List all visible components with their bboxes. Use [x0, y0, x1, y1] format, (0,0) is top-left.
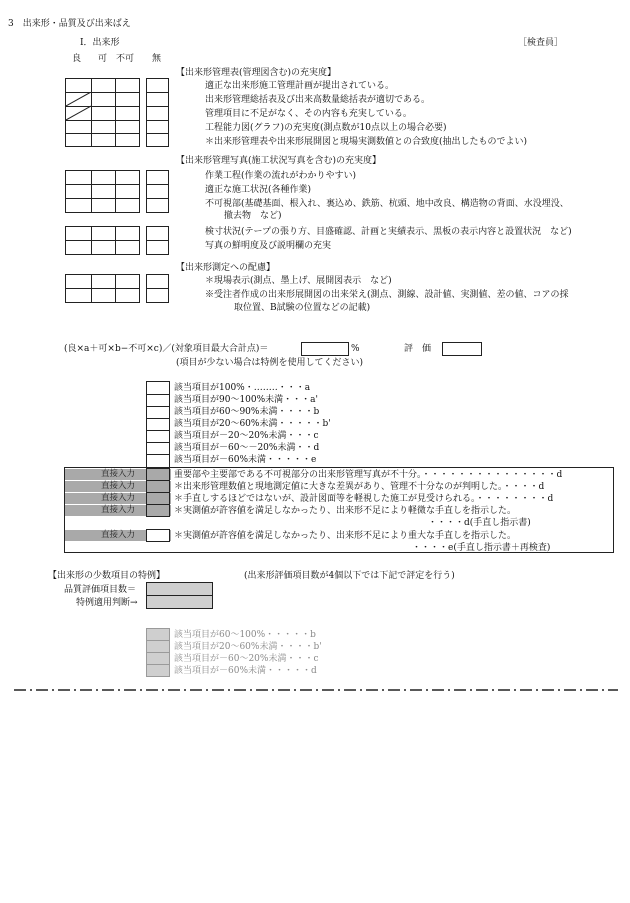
- section-separator-line: [14, 689, 618, 691]
- section-2-item-5: 写真の鮮明度及び説明欄の充実: [205, 241, 332, 251]
- section-2-item-3: 不可視部(基礎基面、根入れ、裏込め、鉄筋、杭頭、地中改良、構造物の背面、水没埋没、: [205, 199, 569, 209]
- rating-grid-2a[interactable]: [65, 170, 140, 213]
- direct-item-3: ＊手直しするほどではないが、設計図面等を軽視した施工が見受けられる。・・・・・・・・d: [174, 494, 554, 504]
- special-grade-d: 該当項目が－60%未満・・・・・d: [174, 666, 317, 676]
- none-column-2b[interactable]: [146, 226, 169, 255]
- grade-b: 該当項目が60～90%未満・・・・b: [174, 407, 320, 417]
- special-judgement-label: 特例適用判断→: [76, 598, 138, 608]
- special-grade-checkbox-column[interactable]: [146, 628, 170, 677]
- special-judgement-field[interactable]: [146, 595, 213, 609]
- section-2-item-2: 適正な施工状況(各種作業): [205, 185, 312, 195]
- section-1-item-5: ＊出来形管理表や出来形展開図と現場実測数値との合致度(抽出したものでよい): [205, 137, 528, 147]
- direct-checkbox-column[interactable]: [146, 468, 170, 517]
- score-formula: (良×a＋可×b−不可×c)／(対象項目最大合計点)＝: [64, 344, 269, 354]
- column-label-none: 無: [152, 54, 162, 64]
- direct-item-4: ＊実測値が許容値を満足しなかったり、出来形不足により軽微な手直しを指示した。: [174, 506, 517, 516]
- direct-item-4-result: ・・・・d(手直し指示書): [428, 518, 531, 528]
- special-grade-c: 該当項目が－60～20%未満・・・c: [174, 654, 319, 664]
- grade-c: 該当項目が－20～20%未満・・・c: [174, 431, 319, 441]
- disabled-cell-slash-icon: [66, 92, 91, 120]
- formula-note: (項目が少ない場合は特例を使用してください): [176, 358, 364, 368]
- direct-input-label-5: 直接入力: [65, 530, 171, 541]
- evaluation-field[interactable]: [442, 342, 482, 356]
- inspector-label: ［検査員］: [518, 38, 564, 48]
- evaluation-label: 評 価: [404, 344, 432, 354]
- direct-item-5: ＊実測値が許容値を満足しなかったり、出来形不足により重大な手直しを指示した。: [174, 531, 517, 541]
- none-column-2a[interactable]: [146, 170, 169, 213]
- grade-checkbox-column[interactable]: [146, 381, 170, 468]
- section-3-item-2-cont: 取位置、B試験の位置などの記載): [234, 303, 371, 313]
- direct-checkbox-5[interactable]: [146, 529, 170, 542]
- section-1-item-1: 適正な出来形施工管理計画が提出されている。: [205, 81, 395, 91]
- section-2-item-3-cont: 撤去物 など): [224, 211, 282, 221]
- section-3-title: 【出来形測定への配慮】: [176, 263, 276, 273]
- section-1-title: 【出来形管理表(管理図含む)の充実度】: [176, 68, 337, 78]
- none-column-3[interactable]: [146, 274, 169, 303]
- direct-input-label-2: 直接入力: [65, 481, 171, 492]
- grade-d: 該当項目が－60～－20%未満・・d: [174, 443, 320, 453]
- grade-a: 該当項目が100%・……‥・・・a: [174, 383, 311, 393]
- section-2-item-1: 作業工程(作業の流れがわかりやすい): [205, 171, 357, 181]
- section-1-item-2: 出来形管理総括表及び出来高数量総括表が適切である。: [205, 95, 431, 105]
- item-count-label: 品質評価項目数＝: [64, 585, 137, 595]
- grade-b-prime: 該当項目が20～60%未満・・・・・b': [174, 419, 331, 429]
- rating-grid-2b[interactable]: [65, 226, 140, 255]
- section-1-item-3: 管理項目に不足がなく、その内容も充実している。: [205, 109, 412, 119]
- rating-grid-1[interactable]: [65, 78, 140, 147]
- direct-input-label-4: 直接入力: [65, 505, 171, 516]
- rating-grid-3[interactable]: [65, 274, 140, 303]
- section-2-title: 【出来形管理写真(施工状況写真を含む)の充実度】: [176, 156, 382, 166]
- section-heading: 3 出来形・品質及び出来ばえ: [8, 19, 131, 29]
- item-count-field[interactable]: [146, 582, 213, 596]
- direct-item-2: ＊出来形管理数値と現地測定値に大きな差異があり、管理不十分なのが判明した。・・・・d: [174, 482, 545, 492]
- percent-sign: %: [351, 344, 360, 354]
- column-label-fair: 可: [98, 54, 108, 64]
- special-grade-b-prime: 該当項目が20～60%未満・・・・b': [174, 642, 322, 652]
- grade-e: 該当項目が－60%未満・・・・・e: [174, 455, 317, 465]
- special-case-title: 【出来形の少数項目の特例】: [48, 571, 166, 581]
- section-2-item-4: 検寸状況(テープの張り方、目盛確認、計画と実績表示、黒板の表示内容と設置状況 など): [205, 227, 572, 237]
- none-column-1[interactable]: [146, 78, 169, 147]
- special-case-note: (出来形評価項目数が4個以下では下記で評定を行う): [244, 571, 455, 581]
- direct-input-label-1: 直接入力: [65, 469, 171, 480]
- subsection-heading: Ⅰ．出来形: [80, 38, 120, 48]
- direct-input-label-3: 直接入力: [65, 493, 171, 504]
- section-3-item-2: ※受注者作成の出来形展開図の出来栄え(測点、測線、設計値、実測値、差の値、コアの採: [205, 290, 569, 300]
- direct-item-1: 重要部や主要部である不可視部分の出来形管理写真が不十分。・・・・・・・・・・・・・・・d: [174, 470, 563, 480]
- section-1-item-4: 工程能力図(グラフ)の充実度(測点数が10点以上の場合必要): [205, 123, 447, 133]
- section-3-item-1: ＊現場表示(測点、墨上げ、展開図表示 など): [205, 276, 392, 286]
- direct-item-5-result: ・・・・e(手直し指示書＋再検査): [412, 543, 551, 553]
- column-label-good: 良: [72, 54, 82, 64]
- special-grade-b: 該当項目が60～100%・・・・・b: [174, 630, 316, 640]
- score-percent-field[interactable]: [301, 342, 349, 356]
- grade-a-prime: 該当項目が90～100%未満・・・a': [174, 395, 319, 405]
- column-label-poor: 不可: [116, 54, 135, 64]
